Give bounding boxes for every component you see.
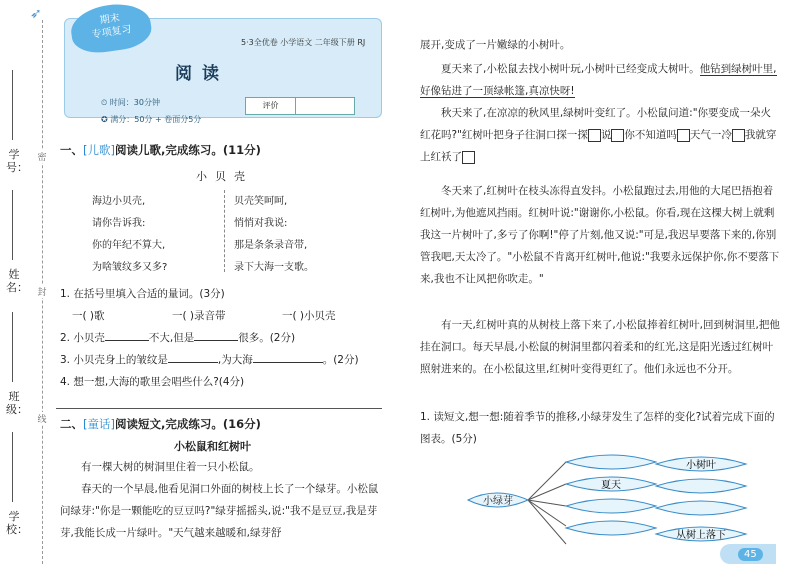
question-1: 1. 在括号里填入合适的量词。(3分)	[60, 288, 225, 300]
punctuation-box[interactable]	[611, 129, 624, 142]
rocket-icon: ➶	[30, 6, 42, 22]
poem-line: 为啥皱纹多又多?	[92, 262, 168, 273]
time-info: ⏲ 时间：30分钟	[101, 98, 160, 107]
punctuation-box[interactable]	[462, 151, 475, 164]
answer-item[interactable]: 一( )录音带	[172, 310, 226, 322]
question-4: 4. 想一想,大海的歌里会唱些什么?(4分)	[60, 376, 245, 388]
poem-line: 你的年纪不算大,	[92, 240, 166, 251]
diagram-arrows	[528, 462, 566, 544]
answer-item[interactable]: 一( )小贝壳	[282, 310, 336, 322]
left-page	[56, 0, 386, 574]
school-label: 学校：	[6, 510, 28, 536]
star-icon: ✪	[101, 115, 111, 124]
answer-blank[interactable]	[168, 353, 218, 363]
header-card	[64, 12, 382, 124]
story-paragraph: 展开,变成了一片嫩绿的小树叶。	[420, 39, 571, 51]
student-id-line[interactable]	[12, 70, 13, 140]
series-label: 5·3全优卷 小学语文 二年级下册 RJ	[241, 38, 366, 47]
punctuation-box[interactable]	[732, 129, 745, 142]
root-leaf	[468, 493, 528, 507]
section-heading: 一、[儿歌]阅读儿歌,完成练习。(11分)	[60, 143, 261, 157]
leaf-node[interactable]	[656, 501, 746, 515]
story-paragraph: 冬天来了,红树叶在枝头冻得直发抖。小松鼠跑过去,用他的大尾巴捂抱着红树叶,为他遮风挡雨。红树叶说:"谢谢你,小松鼠。你看,现在这棵大树上就剩我这一片树叶了,多亏了你啊!"停了片刻,他又说:"可是,我迟早要落下来的,你别管我吧,天太冷了。"小松鼠不肯离开红树叶,他说:"我要永远保护你,你不要落下来,我也不让风把你吹走。"	[420, 185, 780, 285]
cut-char: 线	[36, 412, 48, 425]
root-label: 小绿芽	[483, 496, 513, 507]
leaf-node[interactable]	[566, 499, 656, 513]
answer-blank[interactable]	[105, 331, 149, 341]
leaf-node[interactable]	[566, 477, 656, 491]
leaf-node[interactable]	[656, 479, 746, 493]
poem-line: 请你告诉我:	[92, 218, 146, 229]
name-label: 姓名：	[6, 268, 28, 294]
svg-text:小树叶: 小树叶	[686, 460, 716, 471]
answer-item[interactable]: 一( )歌	[72, 310, 105, 322]
evaluation-box[interactable]	[245, 97, 355, 115]
class-label: 班级：	[6, 390, 28, 416]
season-diagram	[466, 450, 766, 550]
answer-line[interactable]	[56, 408, 382, 409]
leaf-node[interactable]	[566, 521, 656, 535]
school-line[interactable]	[12, 432, 13, 502]
answer-blank[interactable]	[253, 353, 323, 363]
poem-line: 录下大海一支歌。	[234, 262, 314, 273]
leaf-node[interactable]	[566, 455, 656, 469]
svg-text:从树上落下: 从树上落下	[676, 530, 726, 541]
cut-char: 封	[36, 285, 48, 298]
poem-divider	[224, 190, 225, 272]
story-paragraph: 有一棵大树的树洞里住着一只小松鼠。	[60, 461, 260, 473]
section-heading: 二、[童话]阅读短文,完成练习。(16分)	[60, 417, 261, 431]
poem-line: 悄悄对我说:	[234, 218, 288, 229]
question-2: 2. 小贝壳 不大,但是 很多。(2分)	[60, 332, 296, 344]
poem-line: 海边小贝壳,	[92, 196, 146, 207]
score-info: ✪ 满分：50分 + 卷面分5分	[101, 115, 202, 124]
question-1: 1. 读短文,想一想:随着季节的推移,小绿芽发生了怎样的变化?试着完成下面的图表。(5分)	[420, 411, 775, 445]
leaf-node[interactable]	[656, 457, 746, 471]
review-badge: 期末 专项复习	[68, 0, 154, 56]
poem-line: 那是条条录音带,	[234, 240, 308, 251]
answer-blank[interactable]	[194, 331, 238, 341]
story-paragraph: 春天的一个早晨,他看见洞口外面的树枝上长了一个绿芽。小松鼠问绿芽:"你是一颗能吃的豆豆吗?"绿芽摇摇头,说:"我不是豆豆,我是芽芽,我能长成一片绿叶。"天气越来越暖和,绿芽舒	[60, 483, 379, 539]
evaluation-label: 评价	[246, 98, 296, 114]
punctuation-box[interactable]	[588, 129, 601, 142]
clock-icon: ⏲	[101, 98, 110, 107]
student-id-label: 学号：	[6, 148, 28, 174]
page-number: 45	[738, 548, 763, 561]
class-line[interactable]	[12, 312, 13, 382]
name-line[interactable]	[12, 190, 13, 260]
page-title: 阅读	[175, 64, 229, 84]
story-paragraph: 秋天来了,在凉凉的秋风里,绿树叶变红了。小松鼠问道:"你要变成一朵火红花吗?"红树叶把身子往洞口探一探 说 你不知道吗 天气一冷 我就穿上红袄了	[420, 107, 777, 163]
story-paragraph: 有一天,红树叶真的从树枝上落下来了,小松鼠捧着红树叶,回到树洞里,把他挂在洞口。每天早晨,小松鼠的树洞里都闪着柔和的红光,这是阳光透过红树叶照射进来的。在小松鼠这里,红树叶变得更红了。他们永远也不分开。	[420, 319, 780, 375]
poem-title: 小贝壳	[196, 170, 253, 183]
binding-margin	[0, 0, 54, 574]
svg-text:夏天: 夏天	[601, 480, 621, 491]
cut-char: 密	[36, 150, 48, 163]
punctuation-box[interactable]	[677, 129, 690, 142]
poem-line: 贝壳笑呵呵,	[234, 196, 288, 207]
story-paragraph: 夏天来了,小松鼠去找小树叶玩,小树叶已经变成大树叶。他钻到绿树叶里,好像钻进了一顶绿帐篷,真凉快呀!	[420, 63, 777, 97]
leaf-node[interactable]	[656, 527, 746, 541]
question-3: 3. 小贝壳身上的皱纹是 ,为大海 。(2分)	[60, 354, 359, 366]
story-title: 小松鼠和红树叶	[174, 440, 251, 453]
right-page	[420, 0, 792, 574]
